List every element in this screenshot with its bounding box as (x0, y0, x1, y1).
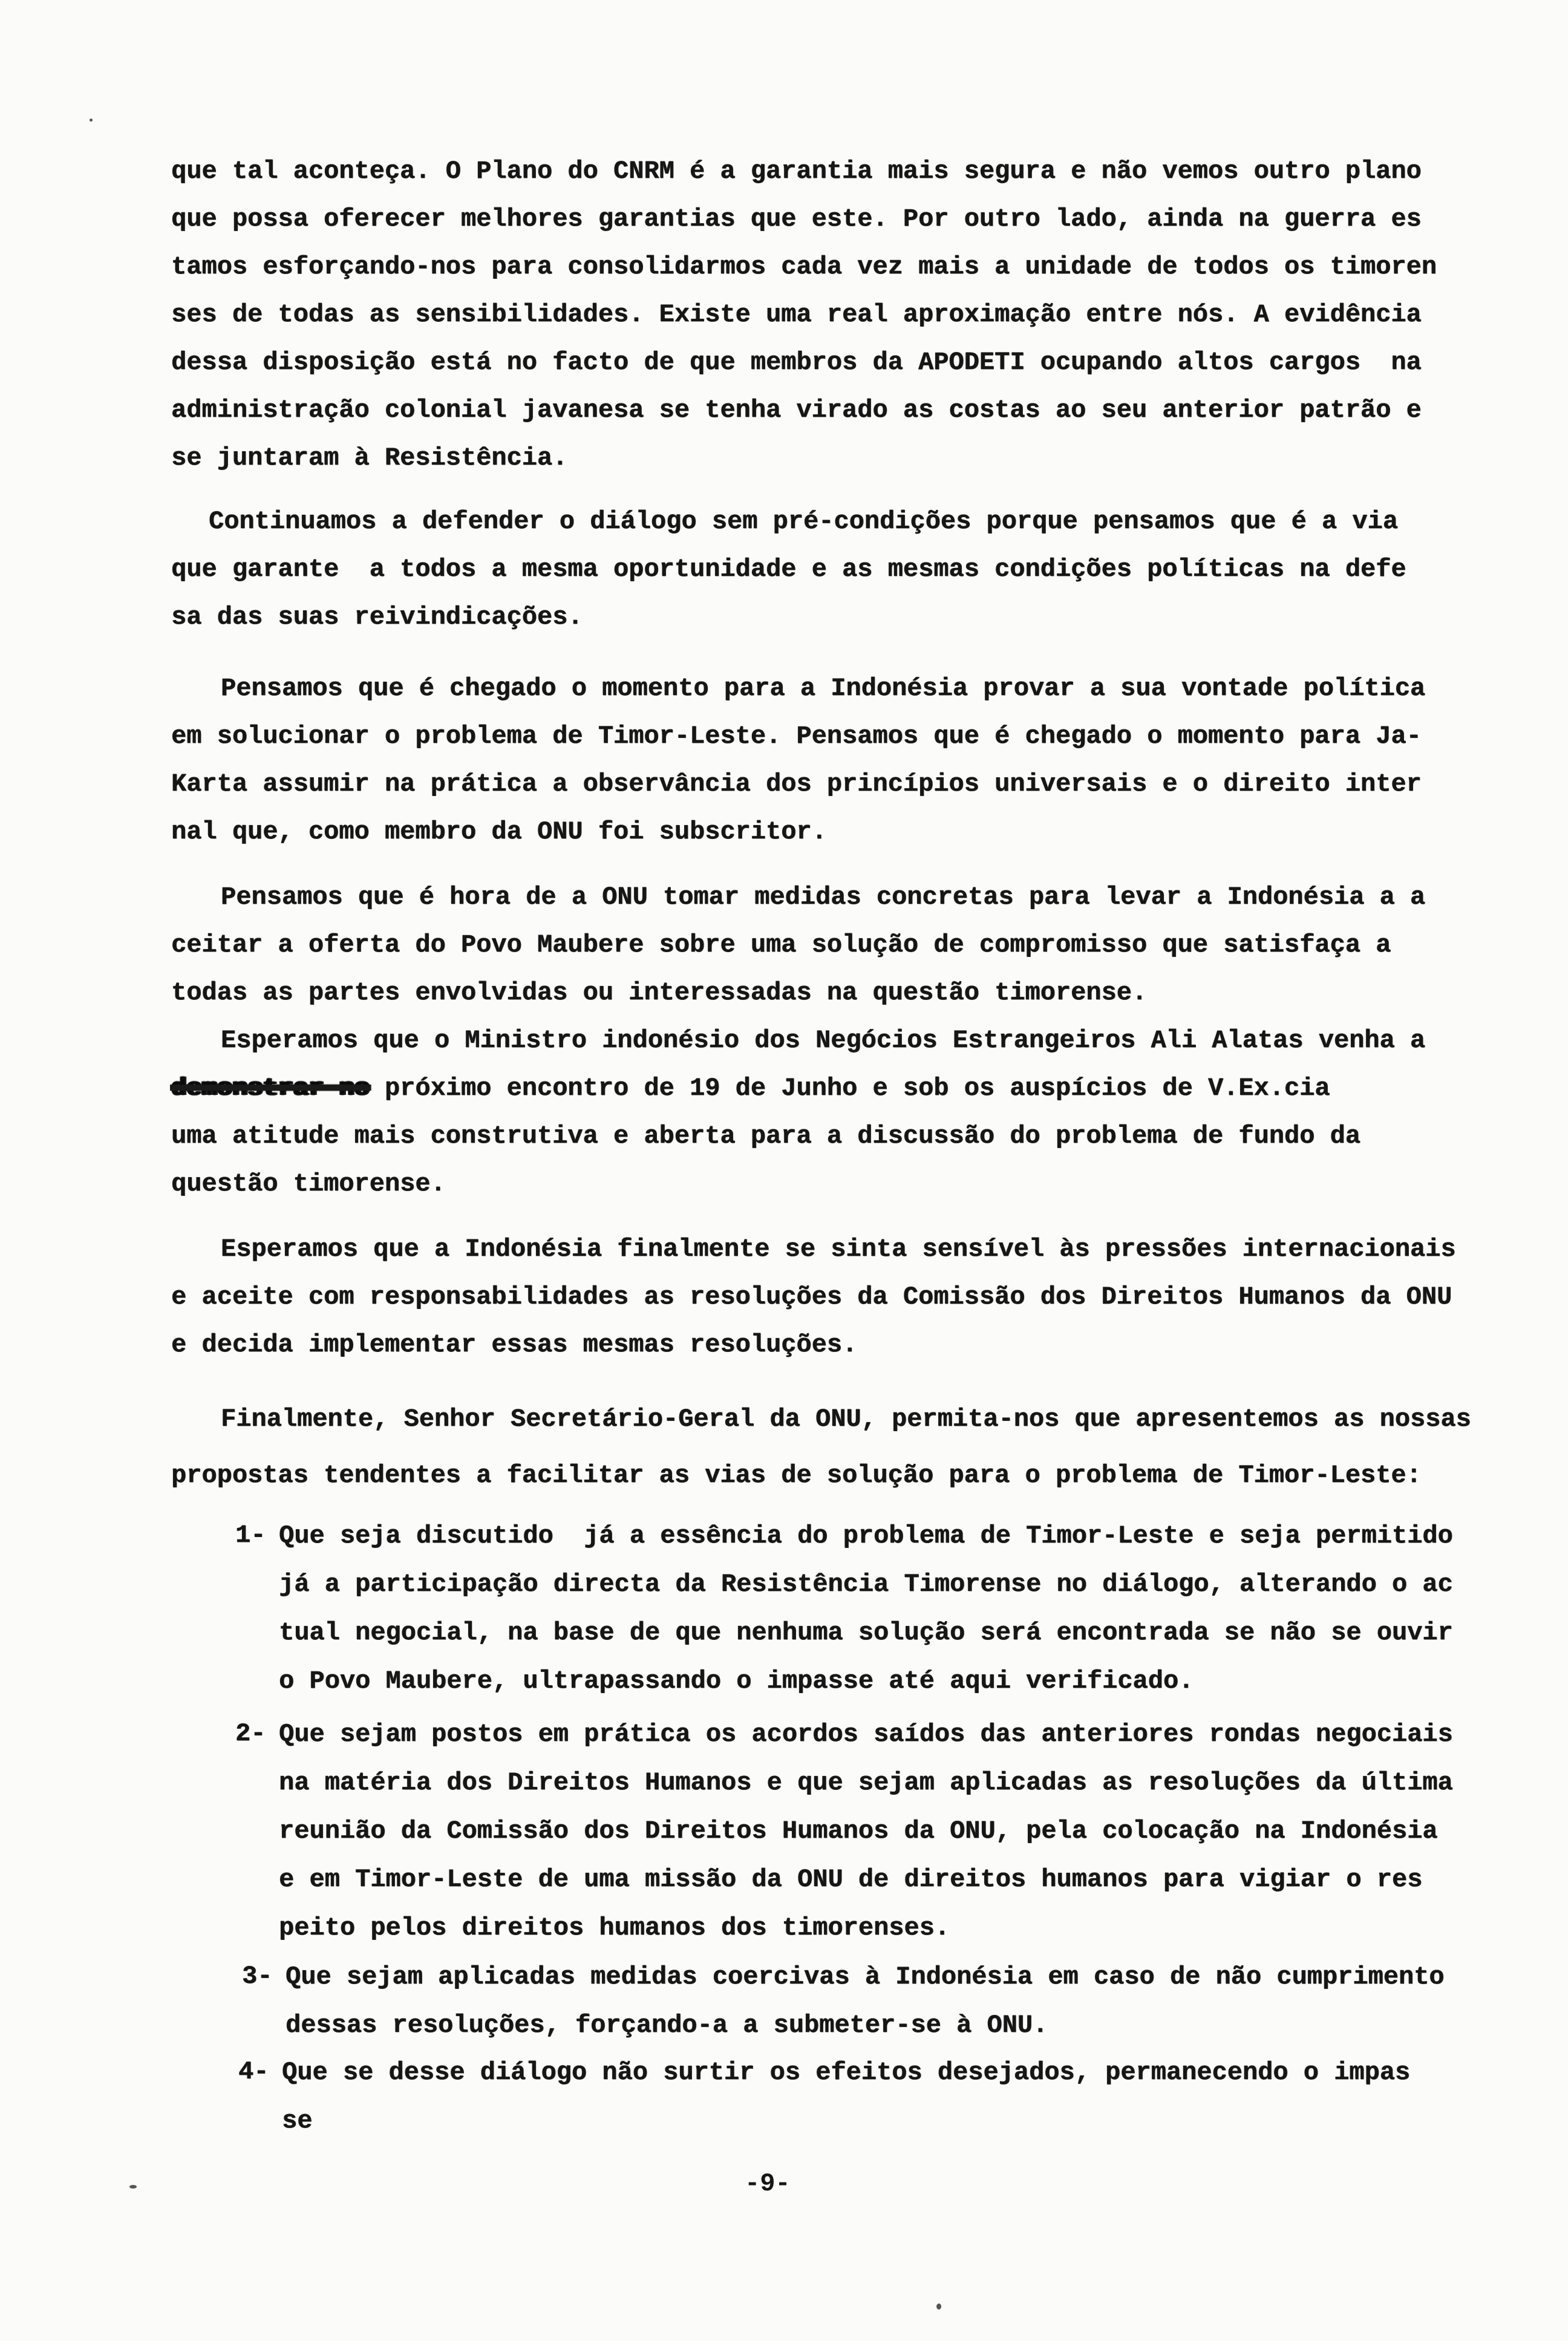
paragraph-indonesia-will (171, 665, 1550, 856)
proposal-text (279, 1512, 1453, 1705)
paragraph-dialogue (171, 498, 1550, 641)
proposal-text (282, 2048, 1410, 2145)
text-line: dessa disposição está no facto de que membros da APODETI ocupando altos cargos na (171, 348, 1422, 377)
text-line: Pensamos que é hora de a ONU tomar medidas concretas para levar a Indonésia a a (221, 883, 1426, 912)
paragraph-human-rights (171, 1226, 1550, 1369)
text-line: ceitar a oferta do Povo Maubere sobre uma solução de compromisso que satisfaça a (171, 930, 1391, 959)
text-line: se juntaram à Resistência. (171, 443, 568, 472)
text-line: propostas tendentes a facilitar as vias de solução para o problema de Timor-Leste: (171, 1461, 1422, 1490)
text-line-remainder: próximo encontro de 19 de Junho e sob os auspícios de V.Ex.cia (369, 1074, 1330, 1103)
text-line: todas as partes envolvidas ou interessadas na questão timorense. (171, 978, 1148, 1007)
text-line: na matéria dos Direitos Humanos e que sejam aplicadas as resoluções da última (279, 1768, 1453, 1797)
text-line: tamos esforçando-nos para consolidarmos cada vez mais a unidade de todos os timoren (171, 252, 1437, 281)
scan-speck (90, 119, 93, 122)
paragraph-proposals-intro (171, 1391, 1550, 1504)
proposal-text (286, 1953, 1445, 2049)
proposal-text (279, 1710, 1453, 1952)
text-line: questão timorense. (171, 1169, 446, 1198)
text-line: Que seja discutido já a essência do problema de Timor-Leste e seja permitido (279, 1521, 1453, 1550)
text-line: que garante a todos a mesma oportunidade e as mesmas condições políticas na defe (171, 555, 1406, 584)
text-line: Que sejam aplicadas medidas coercivas à Indonésia em caso de não cumprimento (286, 1962, 1445, 1991)
paragraph-cnrm-plan (171, 148, 1550, 482)
text-line: Continuamos a defender o diálogo sem pré-condições porque pensamos que é a via (209, 507, 1398, 536)
proposal-number: 3- (242, 1962, 273, 1991)
scan-speck (936, 2303, 941, 2310)
text-line: o Povo Maubere, ultrapassando o impasse até aqui verificado. (279, 1667, 1194, 1696)
text-line: Karta assumir na prática a observância dos princípios universais e o direito inter (171, 769, 1422, 798)
text-line: Finalmente, Senhor Secretário-Geral da ONU, permita-nos que apresentemos as nossas (221, 1405, 1471, 1434)
text-line: que possa oferecer melhores garantias que este. Por outro lado, ainda na guerra es (171, 204, 1422, 233)
text-line: nal que, como membro da ONU foi subscritor. (171, 817, 827, 846)
text-line: que tal aconteça. O Plano do CNRM é a garantia mais segura e não vemos outro plano (171, 157, 1422, 186)
proposal-number: 4- (238, 2057, 269, 2086)
text-line: Esperamos que a Indonésia finalmente se sinta sensível às pressões internacionais (221, 1235, 1456, 1264)
text-line: e em Timor-Leste de uma missão da ONU de direitos humanos para vigiar o res (279, 1865, 1423, 1894)
scan-speck (129, 2185, 137, 2189)
text-line: reunião da Comissão dos Direitos Humanos da ONU, pela colocação na Indonésia (279, 1817, 1438, 1846)
text-line: Que se desse diálogo não surtir os efeitos desejados, permanecendo o impas (282, 2058, 1411, 2087)
text-line: ses de todas as sensibilidades. Existe uma real aproximação entre nós. A evidência (171, 300, 1422, 329)
text-line: Que sejam postos em prática os acordos saídos das anteriores rondas negociais (279, 1720, 1453, 1749)
page-number: -9- (745, 2169, 791, 2198)
text-line: já a participação directa da Resistência Timorense no diálogo, alterando o ac (279, 1570, 1453, 1599)
text-line: se (282, 2106, 313, 2135)
text-line: administração colonial javanesa se tenha virado as costas ao seu anterior patrão e (171, 396, 1422, 425)
text-line: tual negocial, na base de que nenhuma solução será encontrada se não se ouvir (279, 1618, 1453, 1647)
text-line-overtyped (171, 1065, 1550, 1112)
proposal-number: 1- (235, 1521, 266, 1550)
overtyped-text: demonstrar no (171, 1074, 370, 1103)
text-line: peito pelos direitos humanos dos timorenses. (279, 1913, 950, 1942)
text-line: sa das suas reivindicações. (171, 602, 583, 632)
paragraph-un-measures (171, 873, 1550, 1017)
text-line: em solucionar o problema de Timor-Leste. Pensamos que é chegado o momento para Ja- (171, 722, 1422, 751)
paragraph-ali-alatas (171, 1017, 1550, 1208)
text-line: dessas resoluções, forçando-a a submeter-se à ONU. (286, 2011, 1048, 2040)
text-line: uma atitude mais construtiva e aberta para a discussão do problema de fundo da (171, 1122, 1361, 1151)
proposal-number: 2- (235, 1719, 266, 1748)
text-line: e decida implementar essas mesmas resoluções. (171, 1330, 858, 1359)
text-line: e aceite com responsabilidades as resoluções da Comissão dos Direitos Humanos da ONU (171, 1282, 1452, 1311)
text-line: Pensamos que é chegado o momento para a Indonésia provar a sua vontade política (221, 674, 1426, 703)
text-line: Esperamos que o Ministro indonésio dos Negócios Estrangeiros Ali Alatas venha a (221, 1026, 1426, 1055)
